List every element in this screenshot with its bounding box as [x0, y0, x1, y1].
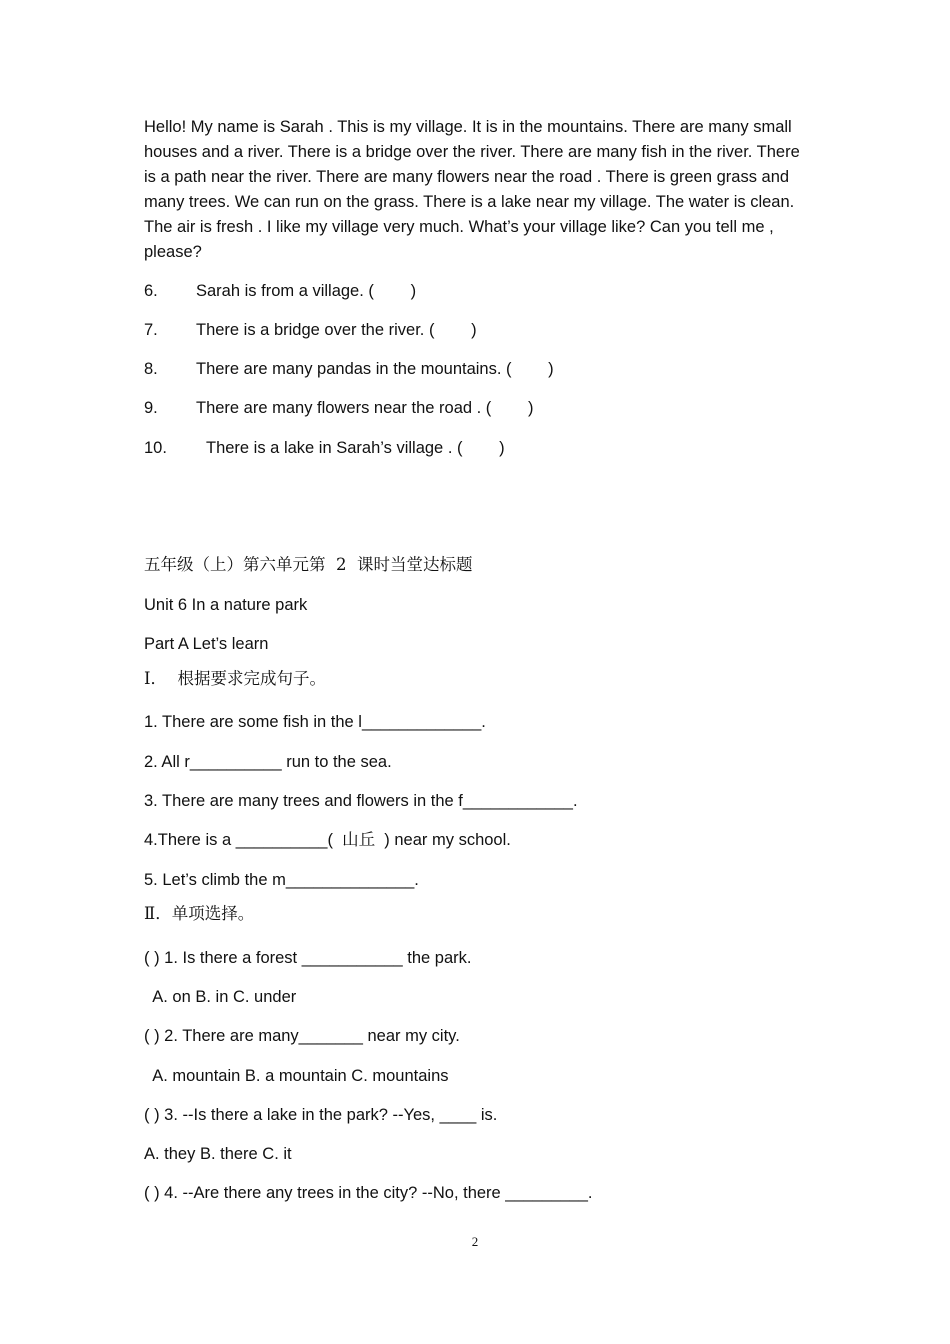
fill-item-4: 4.There is a __________( 山丘 ) near my school. [144, 831, 511, 849]
section-title: 五年级（上）第六单元第 2 课时当堂达标题 [144, 555, 473, 574]
reading-passage: Hello! My name is Sarah . This is my village. It is in the mountains. There are many small houses and a river. There is a bridge over the river. There are many fish in the river. There is a path near the river. There are many flowers near the road . There is green grass and many trees. We can run on the grass. There is a lake near my village. The water is clean. The air is fresh . I like my village very much. What’s your village like? Can you tell me , please? [144, 118, 800, 261]
judge-item-8 [144, 358, 554, 380]
fill-item-5: 5. Let’s climb the m______________. [144, 871, 419, 889]
judge-text: There are many pandas in the mountains. ( ) [196, 360, 554, 378]
part2-heading: Ⅱ．单项选择。 [144, 904, 255, 923]
judge-text: There are many flowers near the road . ( ) [196, 399, 534, 417]
page-number: 2 [471, 1234, 479, 1249]
fill-item-2: 2. All r__________ run to the sea. [144, 753, 392, 771]
judge-number: 6. [144, 282, 158, 300]
fill-item-1: 1. There are some fish in the l_____________. [144, 713, 486, 731]
judge-text: There is a bridge over the river. ( ) [196, 321, 477, 339]
choice-question-4: ( ) 4. --Are there any trees in the city? --No, there _________. [144, 1184, 593, 1202]
judge-item-6 [144, 280, 416, 302]
judge-item-9 [144, 397, 533, 419]
judge-item-7 [144, 319, 477, 341]
unit-title: Unit 6 In a nature park [144, 596, 308, 614]
choice-question-2: ( ) 2. There are many_______ near my city. [144, 1027, 460, 1045]
part-title: Part A Let’s learn [144, 635, 269, 653]
choice-options-3: A. they B. there C. it [144, 1145, 292, 1163]
judge-number: 10. [144, 439, 167, 457]
choice-options-1: A. on B. in C. under [144, 988, 297, 1006]
judge-text: There is a lake in Sarah’s village . ( ) [206, 439, 505, 457]
choice-question-1: ( ) 1. Is there a forest ___________ the park. [144, 949, 472, 967]
judge-number: 7. [144, 321, 158, 339]
choice-question-3: ( ) 3. --Is there a lake in the park? --Yes, ____ is. [144, 1106, 498, 1124]
fill-item-3: 3. There are many trees and flowers in the f____________. [144, 792, 578, 810]
judge-number: 8. [144, 360, 158, 378]
choice-options-2: A. mountain B. a mountain C. mountains [144, 1067, 449, 1085]
judge-item-10 [144, 437, 505, 459]
judge-text: Sarah is from a village. ( ) [196, 282, 417, 300]
judge-number: 9. [144, 399, 158, 417]
part1-heading: Ⅰ． 根据要求完成句子。 [144, 669, 327, 688]
